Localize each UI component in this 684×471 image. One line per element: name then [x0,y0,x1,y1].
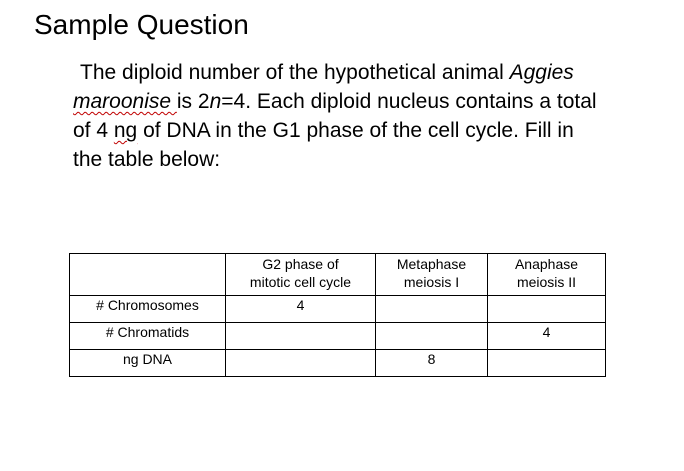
header-anaphase-2 [488,254,606,296]
table-row [70,323,606,350]
table-cell[interactable] [226,323,376,350]
answer-table [69,253,606,377]
table-row [70,296,606,323]
text-segment: is 2 [176,90,210,113]
table-cell[interactable]: 4 [226,296,376,323]
table-header-row [70,254,606,296]
table-row [70,350,606,377]
header-line: Anaphase [514,256,579,272]
row-label: # Chromosomes [70,296,226,323]
table-cell[interactable] [488,350,606,377]
text-segment: of DNA in the G1 phase of the cell cycle. Fill in [137,119,574,142]
question-line-4: the table below: [73,148,221,171]
question-line-3 [73,116,648,145]
header-line: Metaphase [396,256,467,272]
unit-ng: ng [113,119,138,142]
slide-title: Sample Question [34,9,249,40]
header-empty-cell [70,254,226,296]
row-label: ng DNA [70,350,226,377]
header-line: meiosis I [403,274,460,290]
table-cell[interactable] [376,296,488,323]
header-line: meiosis II [516,274,577,290]
question-line-1 [73,58,648,87]
species-genus: Aggies [509,61,574,84]
text-segment: =4. Each diploid nucleus contains a total [221,90,597,113]
header-g2-phase [226,254,376,296]
text-segment: of 4 [73,119,114,142]
header-line: G2 phase of [262,256,339,272]
table-cell[interactable] [488,296,606,323]
header-line: mitotic cell cycle [249,274,352,290]
question-line-2 [73,87,648,116]
header-metaphase-1 [376,254,488,296]
table-cell[interactable]: 8 [376,350,488,377]
table-cell[interactable]: 4 [488,323,606,350]
ploidy-variable: n [209,90,222,113]
table-cell[interactable] [226,350,376,377]
species-name: maroonise [73,90,177,113]
text-segment: The diploid number of the hypothetical animal [80,61,510,84]
question-text [73,58,648,174]
row-label: # Chromatids [70,323,226,350]
table-cell[interactable] [376,323,488,350]
